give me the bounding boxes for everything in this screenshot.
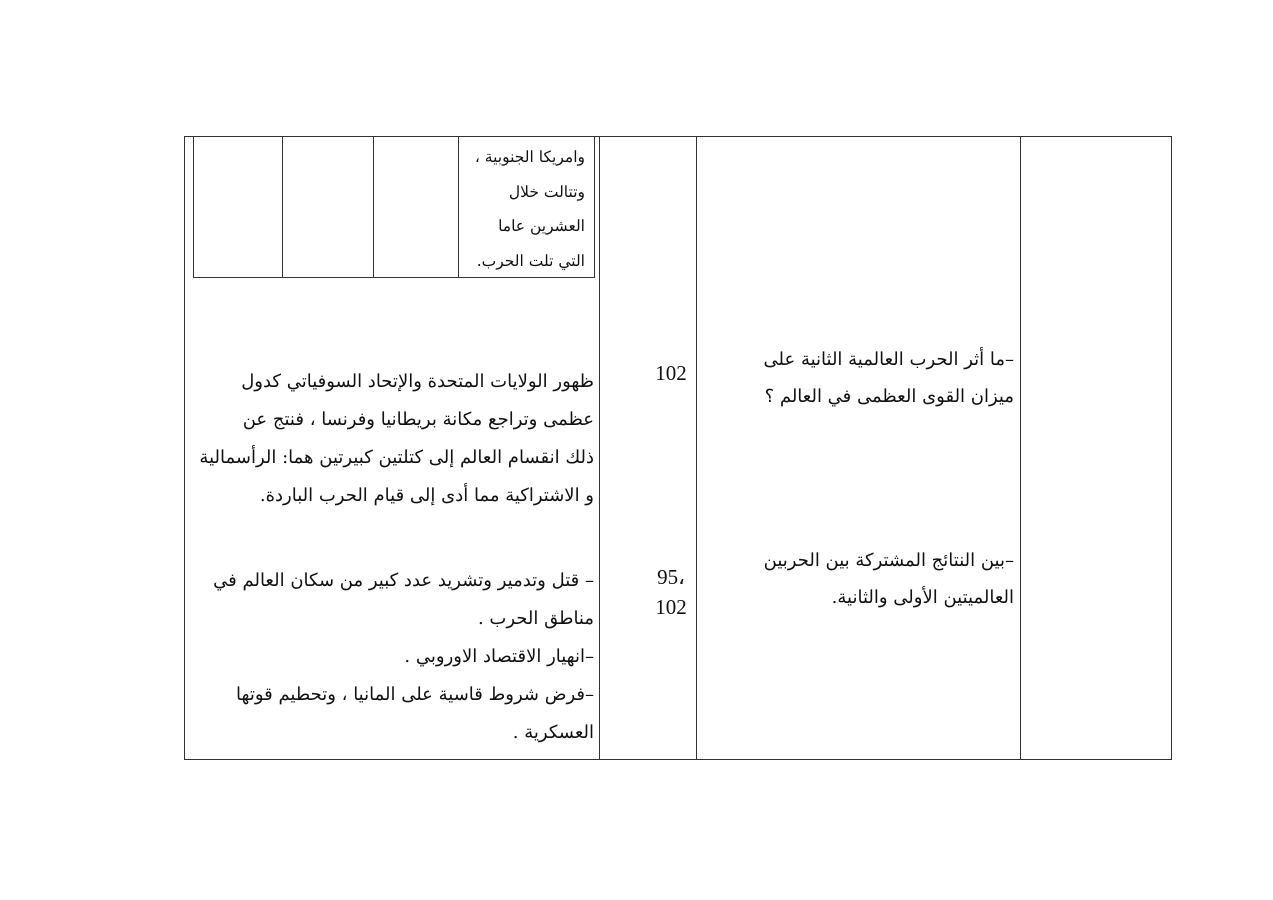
answer-line: ذلك انقسام العالم إلى كتلتين كبيرتين هما: الرأسمالية xyxy=(199,447,594,468)
page-reference xyxy=(631,562,711,622)
text-line: وامريكا الجنوبية ، xyxy=(474,148,585,166)
question-cell xyxy=(764,341,1014,415)
nested-column-divider xyxy=(282,136,283,277)
text-line: العشرين عاما xyxy=(498,217,585,235)
page-reference xyxy=(631,358,711,388)
page-number: 102 xyxy=(655,595,687,619)
question-cell xyxy=(764,542,1014,616)
answer-line: –فرض شروط قاسية على المانيا ، وتحطيم قوتها xyxy=(236,684,594,705)
question-line: ميزان القوى العظمى في العالم ؟ xyxy=(764,386,1014,407)
column-divider xyxy=(599,136,600,760)
text-line: وتتالت خلال xyxy=(508,182,585,201)
nested-cell-text xyxy=(461,140,585,278)
answer-line: العسكرية . xyxy=(512,722,594,743)
answer-line: و الاشتراكية مما أدى إلى قيام الحرب الباردة. xyxy=(259,485,594,506)
question-line: العالميتين الأولى والثانية. xyxy=(831,587,1014,608)
column-divider xyxy=(1020,136,1021,760)
answer-cell xyxy=(213,562,594,752)
page-number: 95، xyxy=(657,565,685,589)
answer-line: – قتل وتدمير وتشريد عدد كبير من سكان العالم في xyxy=(213,570,594,591)
answer-line: عظمى وتراجع مكانة بريطانيا وفرنسا ، فنتج عن xyxy=(242,409,594,430)
answer-line: –انهيار الاقتصاد الاوروبي . xyxy=(404,646,594,667)
nested-column-divider xyxy=(458,136,459,277)
question-line: –ما أثر الحرب العالمية الثانية على xyxy=(763,349,1014,370)
nested-column-divider xyxy=(373,136,374,277)
answer-cell xyxy=(199,363,594,515)
answer-line: مناطق الحرب . xyxy=(477,608,594,629)
text-line: التي تلت الحرب. xyxy=(476,251,585,270)
column-divider xyxy=(696,136,697,760)
answer-line: ظهور الولايات المتحدة والإتحاد السوفياتي كدول xyxy=(241,371,594,392)
question-line: –بين النتائج المشتركة بين الحربين xyxy=(763,550,1014,571)
nested-table xyxy=(193,136,595,278)
page-number: 102 xyxy=(655,361,687,385)
